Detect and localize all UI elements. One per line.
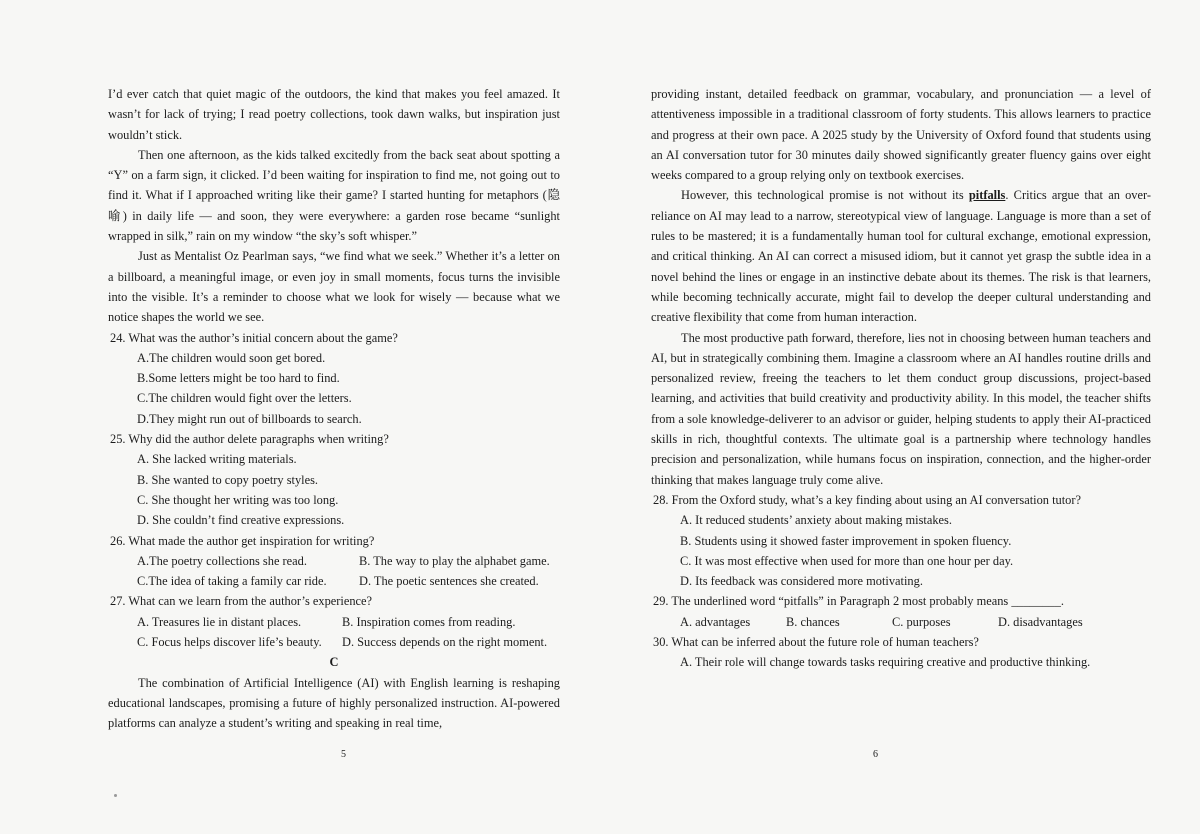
answer-option[interactable]: D. disadvantages (998, 614, 1083, 629)
paragraph-text: However, this technological promise is not without its (681, 188, 969, 203)
question-stem: 25. Why did the author delete paragraphs when writing? (110, 432, 389, 447)
answer-option[interactable]: B. Inspiration comes from reading. (342, 614, 516, 629)
answer-option[interactable]: B. The way to play the alphabet game. (359, 553, 550, 568)
answer-option[interactable]: B. chances (786, 614, 840, 629)
answer-option[interactable]: C. She thought her writing was too long. (137, 492, 339, 507)
answer-option[interactable]: D. Success depends on the right moment. (342, 635, 548, 650)
option-row (137, 632, 560, 652)
answer-option[interactable]: A. It reduced students’ anxiety about making mistakes. (680, 513, 952, 528)
passage-paragraph: providing instant, detailed feedback on grammar, vocabulary, and pronunciation — a level of attentiveness impossible in a traditional classroom of forty students. This allows learners to practice and progress at their own pace. A 2025 study by the University of Oxford found that students using an AI conversation tutor for 30 minutes daily showed significantly greater fluency gains over eight weeks compared to a group relying only on textbook exercises. (651, 87, 1151, 183)
passage-paragraph: Then one afternoon, as the kids talked excitedly from the back seat about spotting a “Y” on a farm sign, it clicked. I’d been waiting for inspiration to find me, not going out to find it. What if I approached writing like their game? I started hunting for metaphors (隐喻) in daily life — and soon, they were everywhere: a garden rose became “sunlight wrapped in silk,” rain on my window “the sky’s soft whisper.” (108, 147, 560, 244)
answer-option[interactable]: A. Treasures lie in distant places. (137, 614, 302, 629)
answer-option[interactable]: C. purposes (892, 614, 951, 629)
answer-option[interactable]: D. Its feedback was considered more motivating. (680, 574, 923, 589)
answer-option[interactable]: C.The children would fight over the letters. (137, 391, 352, 406)
passage-paragraph: The most productive path forward, therefore, lies not in choosing between human teachers and AI, but in strategically combining them. Imagine a classroom where an AI handles routine drills and personalized review, freeing the teachers to let them conduct group discussions, project-based learning, and activities that build creativity and productivity ability. In this model, the teacher shifts from a sole knowledge-deliverer to an advisor or guider, helping students to apply their AI-practiced skills in rich, thoughtful contexts. The ultimate goal is a partnership where technology handles precision and personalization, while humans focus on inspiration, connection, and the higher-order thinking that makes language truly come alive. (651, 330, 1151, 487)
answer-option[interactable]: B.Some letters might be too hard to find. (137, 371, 340, 386)
answer-option[interactable]: D.They might run out of billboards to search. (137, 411, 362, 426)
question-30 (651, 632, 1151, 673)
question-26 (108, 531, 560, 592)
answer-option[interactable]: D. The poetic sentences she created. (359, 574, 539, 589)
question-25 (108, 429, 560, 530)
question-stem: 30. What can be inferred about the future role of human teachers? (653, 635, 979, 650)
answer-option[interactable]: C.The idea of taking a family car ride. (137, 574, 327, 589)
answer-option[interactable]: A. She lacked writing materials. (137, 452, 297, 467)
question-stem: 27. What can we learn from the author’s experience? (110, 594, 373, 609)
passage-paragraph: I’d ever catch that quiet magic of the outdoors, the kind that makes you feel amazed. It wasn’t for lack of trying; I read poetry collections, took dawn walks, but inspiration just wouldn’t stick. (108, 87, 560, 142)
answer-option[interactable]: A.The poetry collections she read. (137, 553, 307, 568)
question-stem: 29. The underlined word “pitfalls” in Paragraph 2 most probably means ________. (653, 594, 1064, 609)
answer-option[interactable]: D. She couldn’t find creative expressions. (137, 513, 345, 528)
paragraph-text: . Critics argue that an over-reliance on AI may lead to a narrow, stereotypical view of language. Language is more than a set of rules to be mastered; it is a fundamentally human tool for cultural exchange, emotional expression, and critical thinking. An AI can correct a misused idiom, but it cannot yet grasp the subtle idea in a novel behind the lines or engage in an instinctive debate about its themes. The risk is that learners, while becoming technically accurate, might fail to develop the deeper cultural understanding and creative flexibility that come from human interaction. (651, 188, 1151, 325)
question-28 (651, 490, 1151, 591)
question-stem: 28. From the Oxford study, what’s a key finding about using an AI conversation tutor? (653, 492, 1081, 507)
answer-option[interactable]: A.The children would soon get bored. (137, 350, 326, 365)
option-row (137, 571, 560, 591)
option-row (137, 612, 560, 632)
passage-paragraph (651, 185, 1151, 327)
page-number: 6 (873, 749, 878, 760)
answer-option[interactable]: A. Their role will change towards tasks requiring creative and productive thinking. (680, 655, 1091, 670)
option-row (680, 612, 1151, 632)
answer-option[interactable]: B. Students using it showed faster improvement in spoken fluency. (680, 533, 1012, 548)
left-column (108, 84, 560, 734)
scan-speck (114, 794, 117, 797)
question-24 (108, 328, 560, 429)
answer-option[interactable]: A. advantages (680, 614, 751, 629)
page-number: 5 (341, 749, 346, 760)
answer-option[interactable]: C. It was most effective when used for more than one hour per day. (680, 553, 1014, 568)
passage-paragraph: Just as Mentalist Oz Pearlman says, “we find what we seek.” Whether it’s a letter on a billboard, a meaningful image, or even joy in small moments, focus turns the invisible into the visible. It’s a reminder to choose what we look for wisely — because what we notice shapes the world we see. (108, 249, 560, 325)
right-column (651, 84, 1151, 673)
question-29 (651, 591, 1151, 632)
passage-paragraph: The combination of Artificial Intelligence (AI) with English learning is reshaping educational landscapes, promising a future of highly personalized instruction. AI-powered platforms can analyze a student’s writing and speaking in real time, (108, 675, 560, 731)
right-page (600, 0, 1200, 834)
underlined-word: pitfalls (968, 188, 1006, 203)
answer-option[interactable]: B. She wanted to copy poetry styles. (137, 472, 319, 487)
question-stem: 26. What made the author get inspiration for writing? (110, 533, 375, 548)
option-row (137, 551, 560, 571)
section-heading: C (329, 655, 339, 670)
question-27 (108, 591, 560, 652)
answer-option[interactable]: C. Focus helps discover life’s beauty. (137, 635, 322, 650)
question-stem: 24. What was the author’s initial concern about the game? (110, 330, 398, 345)
